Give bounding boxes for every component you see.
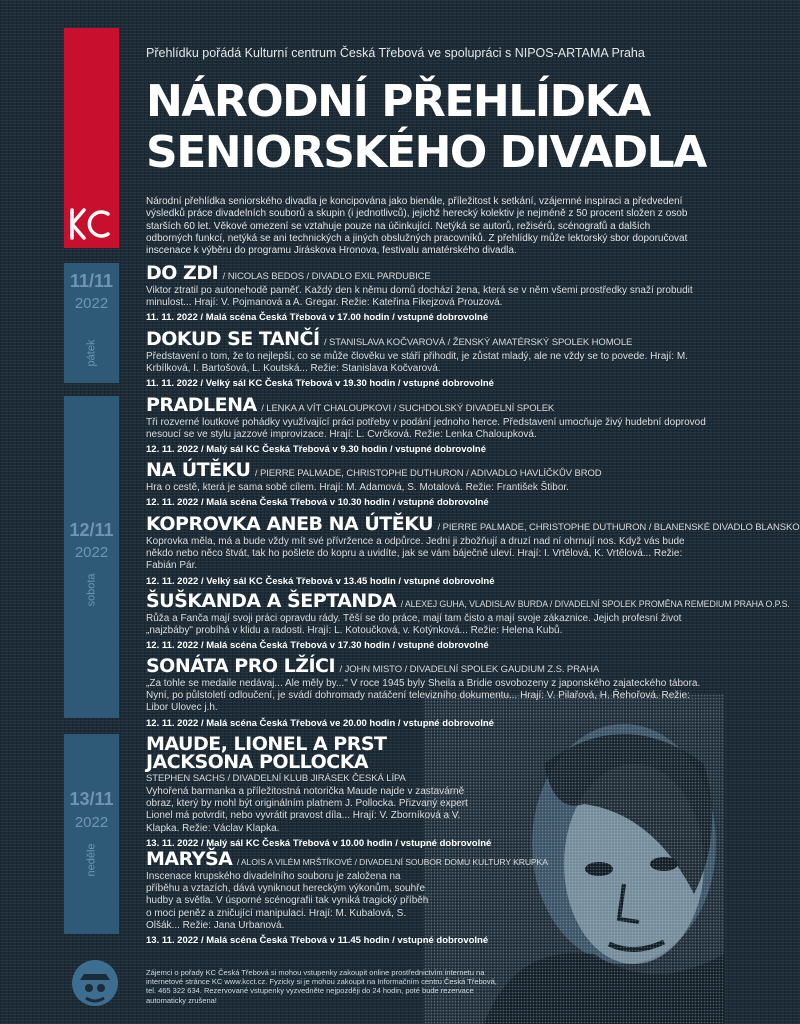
event-pradlena xyxy=(146,396,706,455)
event-title: KOPROVKA ANEB NA ÚTĚKU xyxy=(146,513,434,535)
event-marysa xyxy=(146,848,548,947)
event-title: MARYŠA xyxy=(146,848,233,870)
event-date: 13. 11. 2022 / Malá scéna Česká Třebová v 11.45 hodin / vstupné dobrovolné xyxy=(146,935,489,947)
event-credits: / ALEXEJ GUHA, VLADISLAV BURDA / DIVADELNÍ SPOLEK PROMĚNA REMEDIUM PRAHA O.P.S. xyxy=(400,599,790,609)
event-title: DOKUD SE TANČÍ xyxy=(146,328,320,350)
day-number: 12/11 xyxy=(69,520,114,540)
day-year: 2022 xyxy=(74,295,109,312)
event-title: NA ÚTĚKU xyxy=(146,459,251,481)
event-koprovka xyxy=(146,513,800,587)
event-title: ŠUŠKANDA A ŠEPTANDA xyxy=(146,590,397,612)
theatre-logo xyxy=(70,958,120,1008)
event-description: Tři rozverné loutkové pohádky využívající práci potřeby v podání jednoho herce. Představení umocňuje živý hudební doprovod nesoucí se ve stylu jazzové improvizace. Hrají: L. Cvrčková. Režie: Lenka Chaloupková. xyxy=(146,417,706,441)
organizer-line: Přehlídku pořádá Kulturní centrum Česká Třebová ve spolupráci s NIPOS-ARTAMA Praha xyxy=(146,46,645,60)
event-credits: / NICOLAS BEDOS / DIVADLO EXIL PARDUBICE xyxy=(222,271,431,282)
event-description: Inscenace krupského divadelního souboru je založena na příběhu a vztazích, dává vyniknout hereckým výkonům, souhře hudby a světla. V úsporné scénografii tak vyniká tragický příběh o moci peněz a zničující manipulaci. Hrají: M. Kubalová, S. Olšák... Režie: Jana Urbanová. xyxy=(146,871,429,931)
event-sonata xyxy=(146,657,706,729)
event-description: Růža a Fanča mají svoji práci opravdu rády. Těší se do práce, mají tam čisto a mají svoje zákaznice. Jejich profesní život „najzbáby" probíhá v klidu a radosti. Hrají: L. Kotoučková, v. Kotýnková... Režie: Helena Kubů. xyxy=(146,613,682,637)
event-date: 13. 11. 2022 / Malý sál KC Česká Třebová v 10.00 hodin / vstupné dobrovolné xyxy=(146,837,492,849)
event-maude xyxy=(146,733,492,849)
event-credits: / LENKA A VÍT CHALOUPKOVI / SUCHDOLSKÝ DIVADELNÍ SPOLEK xyxy=(261,403,555,414)
event-credits: / ALOIS A VILÉM MRŠTÍKOVÉ / DIVADELNÍ SOUBOR DOMU KULTURY KRUPKA xyxy=(236,857,548,867)
event-title: MAUDE, LIONEL A PRST xyxy=(146,733,387,755)
event-title-line-2: JACKSONA POLLOCKA xyxy=(146,751,369,773)
day-name: neděle xyxy=(85,843,98,877)
page-title-line-1: NÁRODNÍ PŘEHLÍDKA xyxy=(146,76,650,127)
page-title-line-2: SENIORSKÉHO DIVADLA xyxy=(146,127,706,178)
event-dokud-se-tanci xyxy=(146,330,706,389)
event-description: Vyhořená barmanka a příležitostná notorička Maude najde v zastavárně obraz, který by mohl být originálním platnem J. Pollocka. Přizvaný expert Lionel má potvrdit, nebo vyvrátit pravost díla... Hrají: V. Zborníková a V. Klapka. Režie: Václav Klapka. xyxy=(146,786,468,834)
event-description: Hra o cestě, která je sama sobě cílem. Hrají: M. Adamová, S. Motalová. Režie: František Štibor. xyxy=(146,482,569,493)
day-year: 2022 xyxy=(74,814,109,831)
event-do-zdi xyxy=(146,264,706,323)
intro-text: Národní přehlídka seniorského divadla je koncipována jako bienále, příležitost k setkání, vzájemné inspiraci a předvedení výsledků práce divadelních souborů a skupin (i jednotlivců), jejichž herecký kolektiv je nejméně z 50 procent složen z osob starších 60 let. Věkové omezení se vztahuje pouze na účinkující. Netýká se autorů, režisérů, scénografů a dalších odborných funkcí, netýká se ani technických a jiných obslužných pracovníků. Z přehlídky může lektorský sbor doporučovat inscenace k výběru do programu Jiráskova Hronova, festivalu amatérského divadla. xyxy=(146,196,688,257)
day-year: 2022 xyxy=(74,544,109,561)
event-description: Představení o tom, že to nejlepší, co se může člověku ve stáří přihodit, je zůstat mladý, ale ne vždy se to povede. Hrají: M. Krbílková, I. Bartošová, L. Koutská... Režie: Stanislava Kočvarová. xyxy=(146,351,688,375)
event-credits: STEPHEN SACHS / DIVADELNÍ KLUB JIRÁSEK ČESKÁ LÍPA xyxy=(146,773,406,784)
event-date: 12. 11. 2022 / Malá scéna Česká Třebová ve 20.00 hodin / vstupné dobrovolné xyxy=(146,717,494,729)
day-name: pátek xyxy=(85,339,98,367)
event-title: DO ZDI xyxy=(146,262,219,284)
event-date: 12. 11. 2022 / Malá scéna Česká Třebová v 17.30 hodin / vstupné dobrovolné xyxy=(146,640,489,652)
event-title: PRADLENA xyxy=(146,394,257,416)
event-suskanda xyxy=(146,590,790,652)
event-date: 12. 11. 2022 / Velký sál KC Česká Třebová v 13.45 hodin / vstupné dobrovolné xyxy=(146,575,495,587)
event-credits: / PIERRE PALMADE, CHRISTOPHE DUTHURON / BLANENSKÉ DIVADLO BLANSKO xyxy=(437,522,800,533)
day-column-saturday xyxy=(64,396,119,718)
event-description: Koprovka měla, má a bude vždy mít své přívržence a odpůrce. Jedni ji zbožňují a druzí nad ní ohrnují nos. Když vás bude někdo nebo něco štvát, tak ho pošlete do kopru a uvidíte, jak se vám báječně uleví. Hrají: I. Vrtělová, K. Vrtělová... Režie: Fabián Pár. xyxy=(146,536,685,572)
footer-note: Zájemci o pořady KC Česká Třebová si mohou vstupenky zakoupit online prostřednictvím internetu na internetové stránce KC www.kcct.cz. Fyzicky si je mohou zakoupit na Informačním centru Česká Třebová, tel. 465 322 634. Rezervované vstupenky vyzvedněte nejpozději do 24 hodin, poté bude rezervace automaticky zrušena! xyxy=(146,968,497,1005)
event-credits: / JOHN MISTO / DIVADELNÍ SPOLEK GAUDIUM Z.S. PRAHA xyxy=(339,664,600,675)
event-date: 12. 11. 2022 / Malý sál KC Česká Třebová v 9.30 hodin / vstupné dobrovolné xyxy=(146,444,487,456)
event-date: 11. 11. 2022 / Velký sál KC Česká Třebová v 19.30 hodin / vstupné dobrovolné xyxy=(146,378,494,390)
event-credits: / STANISLAVA KOČVAROVÁ / ŽENSKÝ AMATÉRSKÝ SPOLEK HOMOLE xyxy=(323,337,633,348)
day-number: 11/11 xyxy=(69,271,114,291)
day-column-friday xyxy=(64,263,119,383)
day-name: sobota xyxy=(85,573,98,607)
event-description: „Za tohle se medaile nedávaj... Ale měly by..." V roce 1945 byly Sheila a Bridie osvobozeny z japonského zajateckého tábora. Nyní, po půlstoletí odloučení, je svádí dohromady natáčení televizního dokumentu... Hrají: V. Pilařová, H. Řehořová. Režie: Libor Ulovec j.h. xyxy=(146,678,701,714)
day-column-sunday xyxy=(64,734,119,934)
day-number: 13/11 xyxy=(69,789,114,809)
event-date: 12. 11. 2022 / Malá scéna Česká Třebová v 10.30 hodin / vstupné dobrovolné xyxy=(146,497,489,509)
kc-logo xyxy=(64,200,119,248)
event-na-utku xyxy=(146,461,706,508)
event-credits: / PIERRE PALMADE, CHRISTOPHE DUTHURON / ADIVADLO HAVLÍČKŮV BROD xyxy=(254,468,602,479)
event-description: Viktor ztratil po autonehodě paměť. Každý den k němu domů dochází žena, která se v něm všemi prostředky snaží probudit minulost... Hrají: V. Pojmanová a A. Gregar. Režie: Kateřina Fikejzová Prouzová. xyxy=(146,285,693,309)
event-date: 11. 11. 2022 / Malá scéna Česká Třebová v 17.00 hodin / vstupné dobrovolné xyxy=(146,312,489,324)
event-title: SONÁTA PRO LŽÍCI xyxy=(146,655,336,677)
